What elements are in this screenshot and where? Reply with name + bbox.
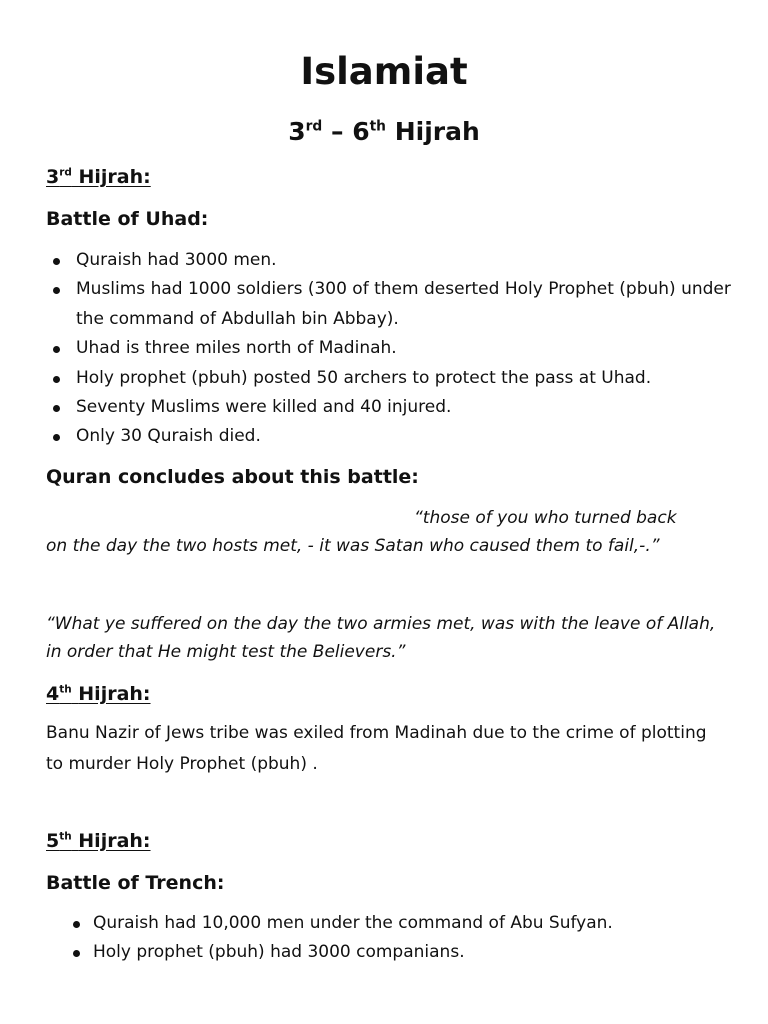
section-heading-fourth-hijrah bbox=[46, 681, 151, 707]
list-item bbox=[47, 938, 737, 967]
list-item bbox=[47, 246, 737, 275]
heading-text: Hijrah: bbox=[78, 166, 151, 188]
heading-number: 3 bbox=[46, 166, 60, 188]
bullet-icon bbox=[73, 950, 80, 957]
uhad-points-list bbox=[47, 246, 737, 452]
quote-1-line-1: “those of you who turned back bbox=[414, 508, 677, 528]
quran-quote-1 bbox=[46, 504, 736, 560]
quran-quote-2: “What ye suffered on the day the two armies met, was with the leave of Allah, in order that He might test the Believers.” bbox=[46, 614, 716, 662]
fourth-hijrah-paragraph: Banu Nazir of Jews tribe was exiled from Madinah due to the crime of plotting to murder Holy Prophet (pbuh) . bbox=[46, 723, 707, 774]
quote-1-line-2: on the day the two hosts met, - it was Satan who caused them to fail,-.” bbox=[46, 536, 660, 556]
list-item bbox=[47, 364, 737, 393]
list-item-text: Holy prophet (pbuh) posted 50 archers to protect the pass at Uhad. bbox=[76, 367, 652, 388]
bullet-icon bbox=[53, 434, 60, 441]
page-subtitle bbox=[0, 114, 768, 150]
battle-of-trench-heading: Battle of Trench: bbox=[46, 872, 225, 894]
bullet-icon bbox=[53, 376, 60, 383]
heading-suffix: th bbox=[59, 683, 72, 696]
heading-text: Hijrah: bbox=[78, 830, 151, 852]
quran-concludes-heading: Quran concludes about this battle: bbox=[46, 466, 419, 488]
section-heading-third-hijrah bbox=[46, 164, 151, 190]
battle-of-uhad-heading: Battle of Uhad: bbox=[46, 208, 209, 230]
bullet-icon bbox=[53, 287, 60, 294]
subtitle-start-suffix: rd bbox=[305, 118, 323, 135]
subtitle-end-number: 6 bbox=[352, 117, 370, 146]
trench-points-list bbox=[47, 909, 737, 968]
heading-suffix: rd bbox=[59, 166, 72, 179]
list-item-text: Uhad is three miles north of Madinah. bbox=[76, 338, 397, 359]
bullet-icon bbox=[73, 921, 80, 928]
page-title: Islamiat bbox=[300, 50, 468, 93]
heading-number: 4 bbox=[46, 683, 60, 705]
subtitle-dash: – bbox=[330, 117, 344, 146]
list-item-text: Muslims had 1000 soldiers (300 of them deserted Holy Prophet (pbuh) under the command of Abdullah bin Abbay). bbox=[76, 279, 731, 329]
list-item-text: Only 30 Quraish died. bbox=[76, 426, 261, 447]
list-item bbox=[47, 334, 737, 363]
subtitle-word: Hijrah bbox=[394, 117, 480, 146]
heading-number: 5 bbox=[46, 830, 60, 852]
list-item bbox=[47, 909, 737, 938]
subtitle-start-number: 3 bbox=[288, 117, 306, 146]
list-item-text: Quraish had 3000 men. bbox=[76, 250, 277, 270]
list-item bbox=[47, 422, 737, 451]
bullet-icon bbox=[53, 405, 60, 412]
section-heading-fifth-hijrah bbox=[46, 828, 151, 854]
heading-text: Hijrah: bbox=[78, 683, 151, 705]
bullet-icon bbox=[53, 258, 60, 265]
list-item-text: Quraish had 10,000 men under the command of Abu Sufyan. bbox=[93, 913, 613, 933]
list-item bbox=[47, 275, 737, 334]
list-item bbox=[47, 393, 737, 422]
bullet-icon bbox=[53, 346, 60, 353]
heading-suffix: th bbox=[59, 830, 72, 843]
subtitle-end-suffix: th bbox=[369, 118, 386, 135]
list-item-text: Holy prophet (pbuh) had 3000 companians. bbox=[93, 942, 465, 963]
list-item-text: Seventy Muslims were killed and 40 injured. bbox=[76, 397, 452, 418]
